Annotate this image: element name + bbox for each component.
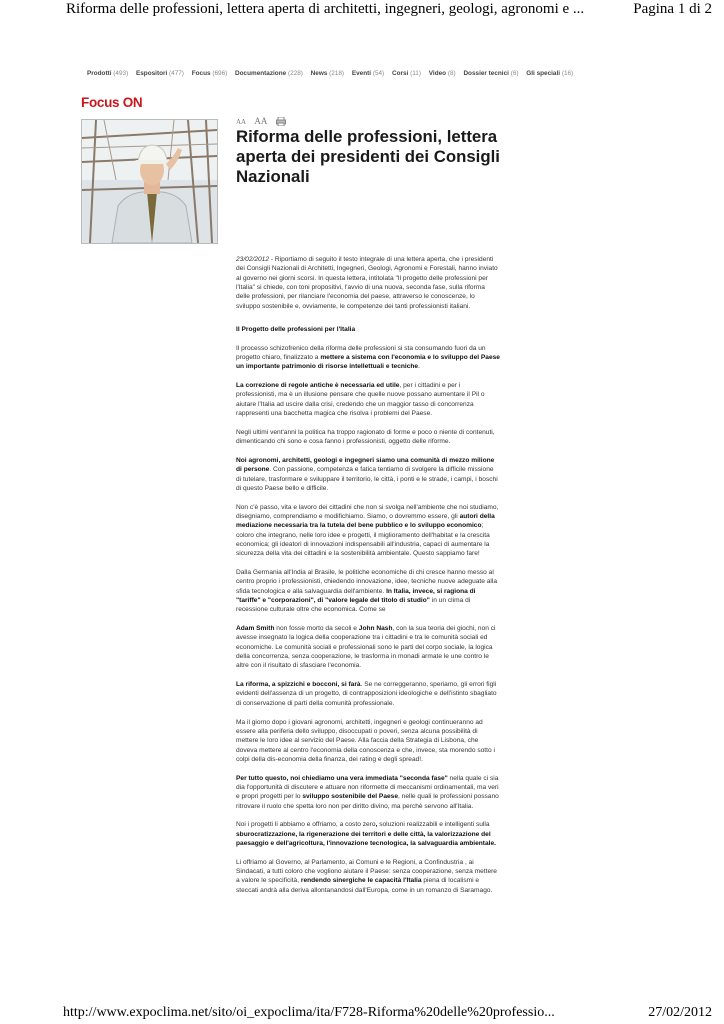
paragraph xyxy=(236,820,500,848)
nav-label: Gli speciali xyxy=(526,70,561,77)
print-page-number: Pagina 1 di 2 xyxy=(633,1,712,17)
article-body xyxy=(236,255,500,904)
nav-label: Dossier tecnici xyxy=(463,70,509,77)
text: soluzioni realizzabili e intelligenti sulla xyxy=(377,821,490,829)
bold-text: Noi agronomi, architetti, geologi e ingegneri siamo una comunità di mezzo milione di persone xyxy=(236,456,495,474)
bold-text: Per tutto questo, noi chiediamo una vera immediata "seconda fase" xyxy=(236,774,448,782)
paragraph xyxy=(236,381,500,418)
nav-label: News xyxy=(310,70,328,77)
text: non fosse morto da secoli e xyxy=(274,625,359,633)
paragraph xyxy=(236,858,500,895)
nav-item-eventi[interactable] xyxy=(352,70,384,77)
bold-text: In Italia, invece, si ragiona di "tariffe" e "corporazioni", di "valore legale del titolo di studio" xyxy=(236,587,476,605)
nav-count: (218) xyxy=(329,70,345,77)
article-title: Riforma delle professioni, lettera aperta dei presidenti dei Consigli Nazionali xyxy=(236,127,500,186)
print-icon[interactable] xyxy=(276,117,286,126)
nav-label: Corsi xyxy=(391,70,409,77)
text: Li offriamo al Governo, al Parlamento, ai Comuni e le Regioni, a Confindustria , ai Sindacati, a tutti coloro che vogliono aiutare il Paese: senza cooperazione, senza mettere a valore le specificità, xyxy=(236,858,497,885)
article-subheading: Il Progetto delle professioni per l'Italia xyxy=(236,326,356,334)
nav-count: (228) xyxy=(287,70,303,77)
nav-label: Eventi xyxy=(351,70,372,77)
nav-count: (6) xyxy=(510,70,519,77)
section-title: Focus ON xyxy=(81,95,143,110)
intro-text: - Riportiamo di seguito il testo integrale di una lettera aperta, che i presidenti dei Consigli Nazionali di Architetti, Ingegneri, Geologi, Agronomi e Forestali, hanno inviato al governo nei giorni scorsi. In questa lettera, intitolata "Il progetto delle professioni per l'Italia" si chiede, con toni propositivi, l'avvio di una nuova, seconda fase, sulla riforma delle professioni, per rilanciare l'economia del paese, attraverso le conoscenze, lo sviluppo sostenibile e, ovviamente, le competenze dei tanti professionisti italiani. xyxy=(236,256,498,310)
bold-text: Adam Smith xyxy=(236,625,275,633)
print-footer xyxy=(0,1004,724,1024)
text: piena di localismi e steccati andrà alla deriva allontanandosi dall'Europa, come in un romanzo di Saramago. xyxy=(236,877,493,894)
nav-item-prodotti[interactable] xyxy=(87,70,128,77)
nav-label: Documentazione xyxy=(235,70,287,77)
nav-item-corsi[interactable] xyxy=(392,70,421,77)
text: , per i cittadini e per i professionisti, ma è un illusione pensare che quelle nuove possano aumentare il Pil o aiutare l'Italia ad uscire dalla crisi, credendo che un maggior tasso di concorrenza rappresenti una bacchetta magica che risolva i problemi del Paese. xyxy=(236,382,485,418)
paragraph xyxy=(236,624,500,671)
text: ; coloro che integrano, nelle loro idee e progetti, il miglioramento dell'habitat e la crescita economica; gli ideatori di innovazioni indispensabili all'industria, capaci di aumentare la sicurezza della vita dei cittadini e la sostenibilità ambientale. Questo sappiamo fare! xyxy=(236,522,490,558)
text: . Se ne correggeranno, speriamo, gli errori figli evidenti dell'assenza di un progetto, di contrapposizioni ideologiche e dell'istinto sbagliato di conservazione di parti della comunità professionale. xyxy=(236,681,497,707)
print-page-title: Riforma delle professioni, lettera aperta di architetti, ingegneri, geologi, agronomi e ... xyxy=(66,1,585,17)
nav-count: (54) xyxy=(372,70,385,77)
top-navigation xyxy=(87,70,647,77)
nav-label: Focus xyxy=(191,70,211,77)
text: Il processo schizofrenico della riforma delle professioni si sta consumando fuori da un progetto chiaro, finalizzato a xyxy=(236,344,486,362)
paragraph xyxy=(236,344,500,372)
nav-count: (16) xyxy=(561,70,574,77)
text: in un clima di recessione culturale oltre che economica. Come se xyxy=(236,597,471,614)
print-header xyxy=(0,0,724,20)
paragraph xyxy=(236,456,500,493)
text: Dalla Germania all'India al Brasile, le politiche economiche di chi cresce hanno messo al centro proprio i professionisti, chiedendo innovazione, idee, tecniche nuove adeguate alla sfida tecnologica e alla salvaguardia dell'ambiente. xyxy=(236,569,497,595)
nav-item-news[interactable] xyxy=(311,70,344,77)
nav-item-gli-speciali[interactable] xyxy=(526,70,573,77)
decrease-font-icon[interactable]: AA xyxy=(236,118,247,126)
bold-text: La correzione di regole antiche è necessaria ed utile xyxy=(236,382,400,390)
nav-label: Espositori xyxy=(135,70,168,77)
nav-count: (493) xyxy=(113,70,129,77)
text: Noi i progetti li abbiamo e offriamo, a costo zero xyxy=(236,821,376,829)
bold-text: rendendo sinergiche le capacità l'Italia xyxy=(300,877,422,885)
bold-text: autori della mediazione necessaria tra la tutela del bene pubblico e lo sviluppo economico xyxy=(236,512,495,530)
nav-label: Prodotti xyxy=(87,70,112,77)
text: . Con passione, competenza e fatica tentiamo di svolgere la difficile missione di tutelare, trasformare e sviluppare il territorio, le città, i ponti e le strade, i campi, i boschi di questo Paese bello e difficile. xyxy=(236,466,498,492)
nav-count: (11) xyxy=(410,70,421,77)
paragraph xyxy=(236,503,500,559)
bold-text: mettere a sistema con l'economia e lo sviluppo del Paese un importante patrimonio di risorse intellettuali e tecniche xyxy=(236,354,500,371)
nav-item-focus[interactable] xyxy=(192,70,228,77)
nav-item-dossier-tecnici[interactable] xyxy=(463,70,518,77)
nav-count: (477) xyxy=(169,70,184,77)
paragraph xyxy=(236,568,500,615)
text: , con la sua teoria dei giochi, non ci avesse insegnato la logica della cooperazione tra i cittadini e tra le comunità sociali ed economiche. Le comunità sociali e professionali sono le parti del corpo sociale, la logica della concorrenza, senza cooperazione, le trasforma in monadi armate le une contro le altre con il risultato di sfasciare l'economia. xyxy=(236,625,496,670)
bold-text: La riforma, a spizzichi e bocconi, si farà xyxy=(236,681,361,689)
nav-label: Video xyxy=(428,70,447,77)
article-photo xyxy=(81,119,218,244)
text: Non c'è passo, vita e lavoro dei cittadini che non si svolga nell'ambiente che noi studiamo, disegniamo, comprendiamo e modifichiamo. Siamo, o dovremmo essere, gli xyxy=(236,503,499,520)
bold-text: , xyxy=(375,821,378,829)
increase-font-icon[interactable]: AA xyxy=(254,116,268,126)
text: , nelle quali le professioni possano ritrovare il ruolo che spetta loro non per diritto divino, ma perchè servono all'Italia. xyxy=(236,793,499,810)
nav-count: (8) xyxy=(447,70,456,77)
print-page-url: http://www.expoclima.net/sito/oi_expoclima/ita/F728-Riforma%20delle%20professio... xyxy=(63,1005,555,1020)
article-date: 23/02/2012 xyxy=(236,256,270,263)
bold-text: John Nash xyxy=(358,625,393,633)
bold-text: sburocratizzazione, la rigenerazione dei territori e delle città, la valorizzazione del paesaggio e dell'agricoltura, l'innovazione tecnologica, la salvaguardia ambientale. xyxy=(236,830,497,847)
bold-text: sviluppo sostenibile del Paese xyxy=(302,793,398,801)
article-intro xyxy=(236,255,500,311)
nav-item-espositori[interactable] xyxy=(136,70,184,77)
text: . xyxy=(418,363,420,371)
paragraph xyxy=(236,774,500,811)
paragraph: Negli ultimi vent'anni la politica ha troppo ragionato di forme e poco o niente di contenuti, dimenticando chi sono e cosa fanno i professionisti, oggetto delle riforme. xyxy=(236,428,495,446)
paragraph: Ma il giorno dopo i giovani agronomi, architetti, ingegneri e geologi continueranno ad essere alla periferia dello sviluppo, disoccupati o poveri, senza alcuna possibilità di mettere le loro idee al servizio del Paese. Alla faccia della Strategia di Lisbona, che doveva mettere al centro l'economia della conoscenza e che, invece, sta morendo sotto i colpi della dis-economia della finanza, dei rating e degli spread!. xyxy=(236,718,495,763)
nav-count: (696) xyxy=(212,70,228,77)
text: nella quale ci sia dia l'opportunità di discutere e attuare non riformette di meccanismi ordinamentali, ma veri e propri progetti per lo xyxy=(236,774,499,801)
print-date: 27/02/2012 xyxy=(648,1005,712,1020)
paragraph xyxy=(236,680,500,708)
nav-item-documentazione[interactable] xyxy=(235,70,303,77)
nav-item-video[interactable] xyxy=(429,70,456,77)
